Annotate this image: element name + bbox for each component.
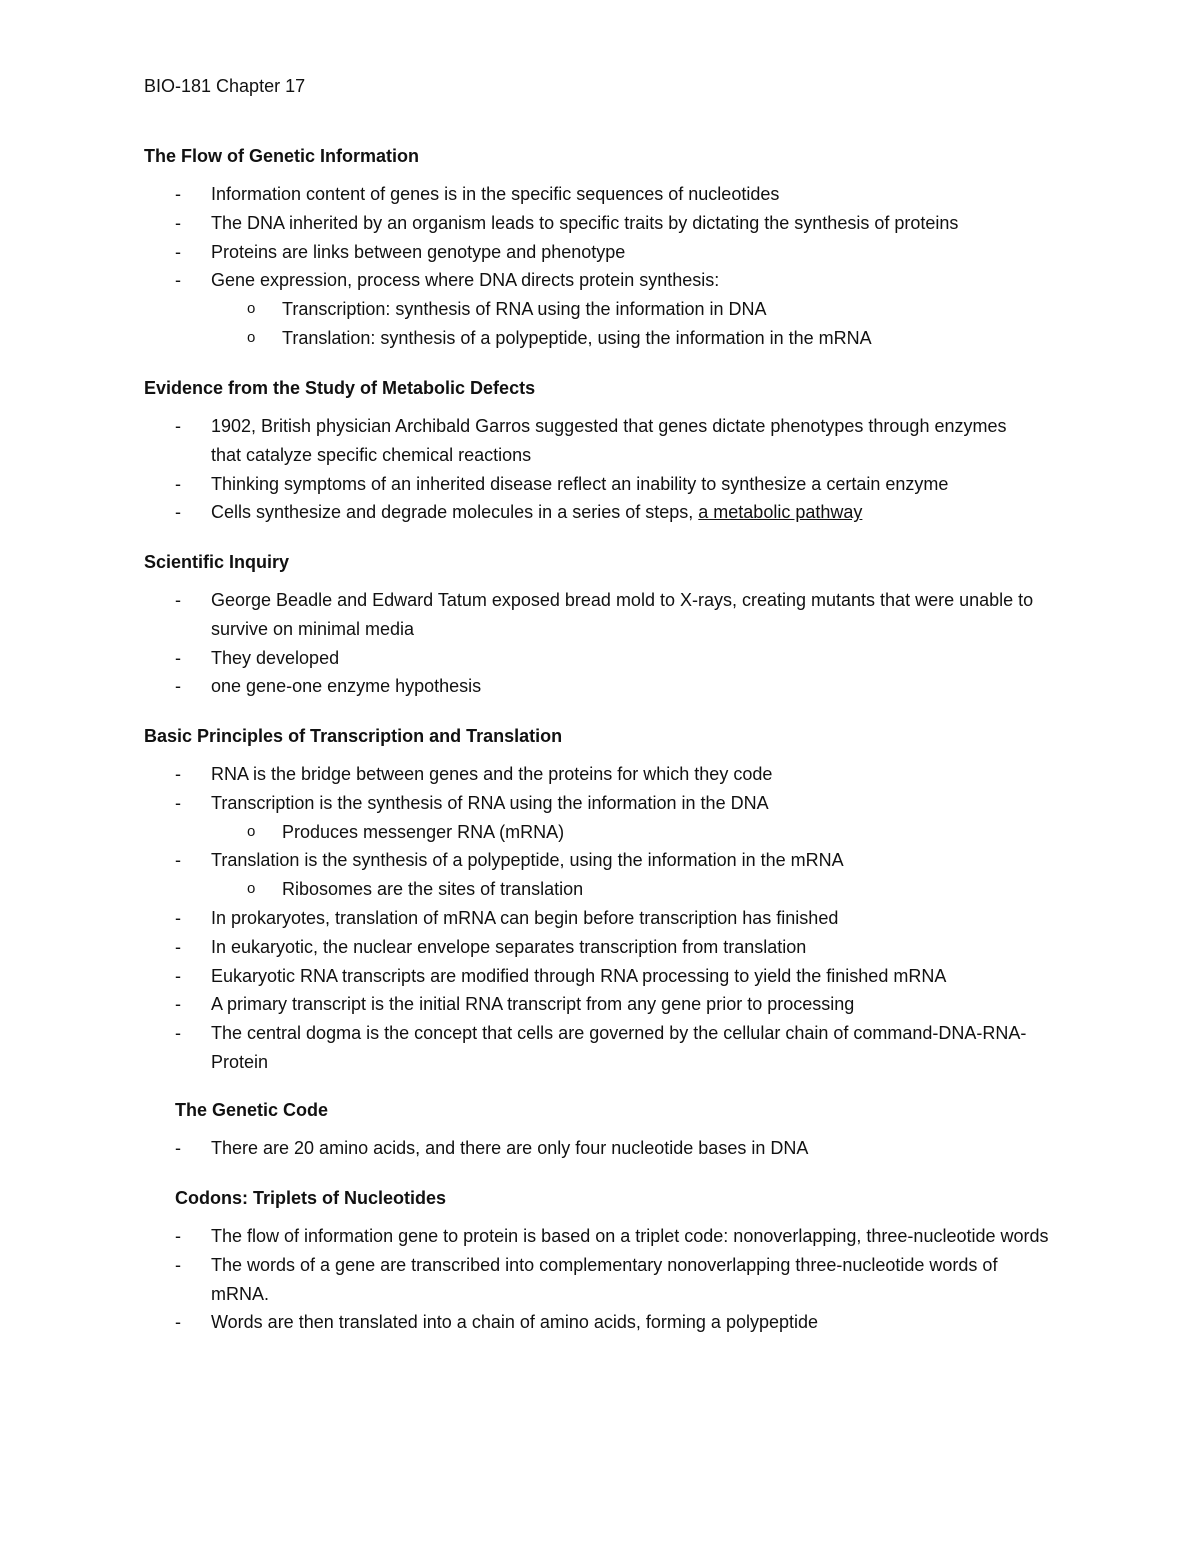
section-basic-principles: [144, 724, 1094, 1077]
dash-bullet-icon: -: [175, 212, 181, 233]
list-item: - The words of a gene are transcribed into complementary nonoverlapping three-nucleotide words of mRNA.: [175, 1251, 1055, 1309]
circle-bullet-icon: o: [247, 328, 256, 346]
list-item: - Information content of genes is in the specific sequences of nucleotides: [144, 180, 1094, 209]
list-item: - The DNA inherited by an organism leads to specific traits by dictating the synthesis of proteins: [144, 209, 1094, 238]
list-item: - A primary transcript is the initial RNA transcript from any gene prior to processing: [144, 990, 1034, 1019]
dash-bullet-icon: -: [175, 590, 181, 610]
bullet-list: [144, 180, 1094, 353]
section-heading: Codons: Triplets of Nucleotides: [175, 1188, 447, 1208]
document-title: BIO-181 Chapter 17: [144, 76, 306, 96]
list-item: - There are 20 amino acids, and there are only four nucleotide bases in DNA: [175, 1134, 1125, 1163]
bullet-list: [175, 1222, 1055, 1337]
list-item: - In eukaryotic, the nuclear envelope separates transcription from translation: [144, 933, 1034, 962]
dash-bullet-icon: -: [175, 184, 181, 204]
list-item: - Words are then translated into a chain of amino acids, forming a polypeptide: [175, 1308, 1055, 1337]
dash-bullet-icon: -: [175, 907, 181, 928]
dash-bullet-icon: -: [175, 1254, 181, 1275]
dash-bullet-icon: -: [175, 965, 181, 986]
section-codons: [175, 1186, 1055, 1337]
dash-bullet-icon: -: [175, 936, 181, 957]
list-item: - The flow of information gene to protein is based on a triplet code: nonoverlapping, three-nucleotide words: [175, 1222, 1055, 1251]
dash-bullet-icon: -: [175, 416, 181, 436]
dash-bullet-icon: -: [175, 270, 181, 291]
list-item: - The central dogma is the concept that cells are governed by the cellular chain of command-DNA-RNA-Protein: [144, 1019, 1034, 1077]
section-heading: Scientific Inquiry: [144, 552, 290, 572]
list-item: - In prokaryotes, translation of mRNA can begin before transcription has finished: [144, 904, 1034, 933]
dash-bullet-icon: -: [175, 994, 181, 1015]
bullet-list: [175, 1134, 1125, 1163]
bullet-list: [144, 412, 1014, 527]
list-item: - Translation is the synthesis of a polypeptide, using the information in the mRNA o Ribosomes are the sites of translation: [144, 846, 1034, 904]
underlined-term: a metabolic pathway: [698, 502, 863, 523]
dash-bullet-icon: -: [175, 1226, 181, 1246]
sub-list-item: o Produces messenger RNA (mRNA): [144, 818, 1034, 847]
dash-bullet-icon: -: [175, 850, 181, 871]
sub-list-item: o Translation: synthesis of a polypeptide, using the information in the mRNA: [144, 324, 1094, 353]
sub-list-item: o Transcription: synthesis of RNA using the information in DNA: [144, 295, 1094, 324]
list-item: - RNA is the bridge between genes and the proteins for which they code: [144, 760, 1034, 789]
dash-bullet-icon: -: [175, 1312, 181, 1333]
list-item: - Eukaryotic RNA transcripts are modified through RNA processing to yield the finished mRNA: [144, 962, 1034, 991]
dash-bullet-icon: -: [175, 1138, 181, 1158]
dash-bullet-icon: -: [175, 676, 181, 697]
dash-bullet-icon: -: [175, 502, 181, 523]
list-item: - 1902, British physician Archibald Garros suggested that genes dictate phenotypes through enzymes that catalyze specific chemical reactions: [144, 412, 1014, 470]
circle-bullet-icon: o: [247, 822, 256, 840]
sub-list: [144, 295, 1094, 353]
list-item: - Gene expression, process where DNA directs protein synthesis: o Transcription: synthesis of RNA using the information in DNA o Translation: synthesis of a polypeptide, using the information in the mRNA: [144, 266, 1094, 352]
list-item: - one gene-one enzyme hypothesis: [144, 672, 1044, 701]
section-heading: The Genetic Code: [175, 1100, 329, 1120]
sub-list: [144, 818, 1034, 847]
section-flow-of-genetic-information: [144, 144, 1094, 353]
list-item: - Cells synthesize and degrade molecules in a series of steps, a metabolic pathway: [144, 498, 1014, 527]
section-heading: The Flow of Genetic Information: [144, 146, 420, 166]
section-evidence-metabolic-defects: [144, 376, 1094, 527]
list-item: - They developed: [144, 644, 1044, 673]
dash-bullet-icon: -: [175, 764, 181, 784]
list-item: - Thinking symptoms of an inherited disease reflect an inability to synthesize a certain enzyme: [144, 470, 1014, 499]
bullet-list: [144, 586, 1044, 701]
dash-bullet-icon: -: [175, 792, 181, 813]
section-heading: Basic Principles of Transcription and Translation: [144, 726, 563, 746]
circle-bullet-icon: o: [247, 300, 256, 318]
section-heading: Evidence from the Study of Metabolic Defects: [144, 378, 536, 398]
sub-list: [144, 875, 1034, 904]
list-item: - Transcription is the synthesis of RNA using the information in the DNA o Produces messenger RNA (mRNA): [144, 789, 1034, 847]
circle-bullet-icon: o: [247, 880, 256, 898]
dash-bullet-icon: -: [175, 1023, 181, 1044]
section-scientific-inquiry: [144, 550, 1094, 701]
sub-list-item: o Ribosomes are the sites of translation: [144, 875, 1034, 904]
list-item: - George Beadle and Edward Tatum exposed bread mold to X-rays, creating mutants that were unable to survive on minimal media: [144, 586, 1044, 644]
bullet-list: [144, 760, 1034, 1077]
list-item: - Proteins are links between genotype and phenotype: [144, 238, 1094, 267]
dash-bullet-icon: -: [175, 473, 181, 494]
dash-bullet-icon: -: [175, 647, 181, 668]
section-genetic-code: [175, 1098, 1125, 1163]
dash-bullet-icon: -: [175, 241, 181, 262]
